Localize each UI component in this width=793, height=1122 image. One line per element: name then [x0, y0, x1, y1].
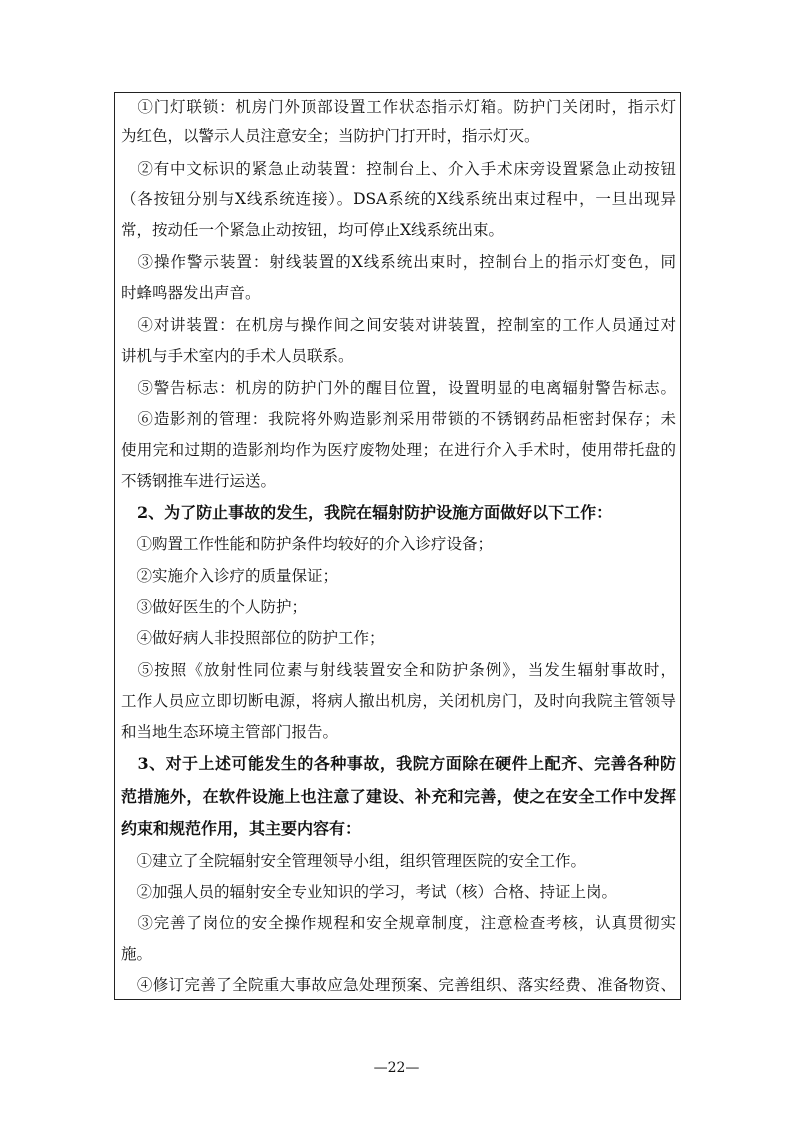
text-line: ①门灯联锁：机房门外顶部设置工作状态指示灯箱。防护门关闭时，指示灯 — [121, 98, 676, 116]
section-heading: 范措施外，在软件设施上也注意了建设、补充和完善，使之在安全工作中发挥 — [121, 787, 676, 806]
page-number: —22— — [373, 1060, 420, 1076]
list-item: ②加强人员的辐射安全专业知识的学习，考试（核）合格、持证上岗。 — [121, 883, 618, 901]
list-item: ①购置工作性能和防护条件均较好的介入诊疗设备； — [121, 535, 494, 553]
text-line: ②有中文标识的紧急止动装置：控制台上、介入手术床旁设置紧急止动按钮 — [121, 160, 676, 178]
text-line: （各按钮分别与X线系统连接）。DSA系统的X线系统出束过程中，一旦出现异 — [121, 190, 676, 208]
list-item: ⑤按照《放射性同位素与射线装置安全和防护条例》，当发生辐射事故时， — [121, 661, 676, 679]
list-item: ④做好病人非投照部位的防护工作； — [121, 629, 385, 647]
list-item: ④修订完善了全院重大事故应急处理预案、完善组织、落实经费、准备物资、 — [121, 976, 676, 994]
text-line: 为红色，以警示人员注意安全；当防护门打开时，指示灯灭。 — [121, 127, 540, 145]
text-line: ④对讲装置：在机房与操作间之间安装对讲装置，控制室的工作人员通过对 — [121, 316, 676, 334]
text-line: 和当地生态环境主管部门报告。 — [121, 723, 339, 741]
text-line: 不锈钢推车进行运送。 — [121, 472, 277, 490]
list-item: ①建立了全院辐射安全管理领导小组，组织管理医院的安全工作。 — [121, 852, 587, 870]
list-item: ③做好医生的个人防护； — [121, 598, 308, 616]
text-line: 施。 — [121, 945, 153, 963]
text-line: 讲机与手术室内的手术人员联系。 — [121, 347, 354, 365]
list-item: ②实施介入诊疗的质量保证； — [121, 567, 339, 585]
text-line: 时蜂鸣器发出声音。 — [121, 284, 261, 302]
list-item: ③完善了岗位的安全操作规程和安全规章制度，注意检查考核，认真贯彻实 — [121, 914, 676, 932]
text-line: 使用完和过期的造影剂均作为医疗废物处理；在进行介入手术时，使用带托盘的 — [121, 441, 676, 459]
section-heading: 2、为了防止事故的发生，我院在辐射防护设施方面做好以下工作： — [121, 503, 613, 522]
section-heading: 约束和规范作用，其主要内容有： — [121, 819, 362, 838]
text-line: ⑤警告标志：机房的防护门外的醒目位置，设置明显的电离辐射警告标志。 — [121, 379, 676, 397]
text-line: ③操作警示装置：射线装置的X线系统出束时，控制台上的指示灯变色，同 — [121, 253, 676, 271]
text-line: 常，按动任一个紧急止动按钮，均可停止X线系统出束。 — [121, 221, 505, 239]
text-line: ⑥造影剂的管理：我院将外购造影剂采用带锁的不锈钢药品柜密封保存；未 — [121, 410, 676, 428]
section-heading: 3、对于上述可能发生的各种事故，我院方面除在硬件上配齐、完善各种防 — [121, 754, 676, 773]
text-line: 工作人员应立即切断电源，将病人撤出机房，关闭机房门，及时向我院主管领导 — [121, 692, 676, 710]
